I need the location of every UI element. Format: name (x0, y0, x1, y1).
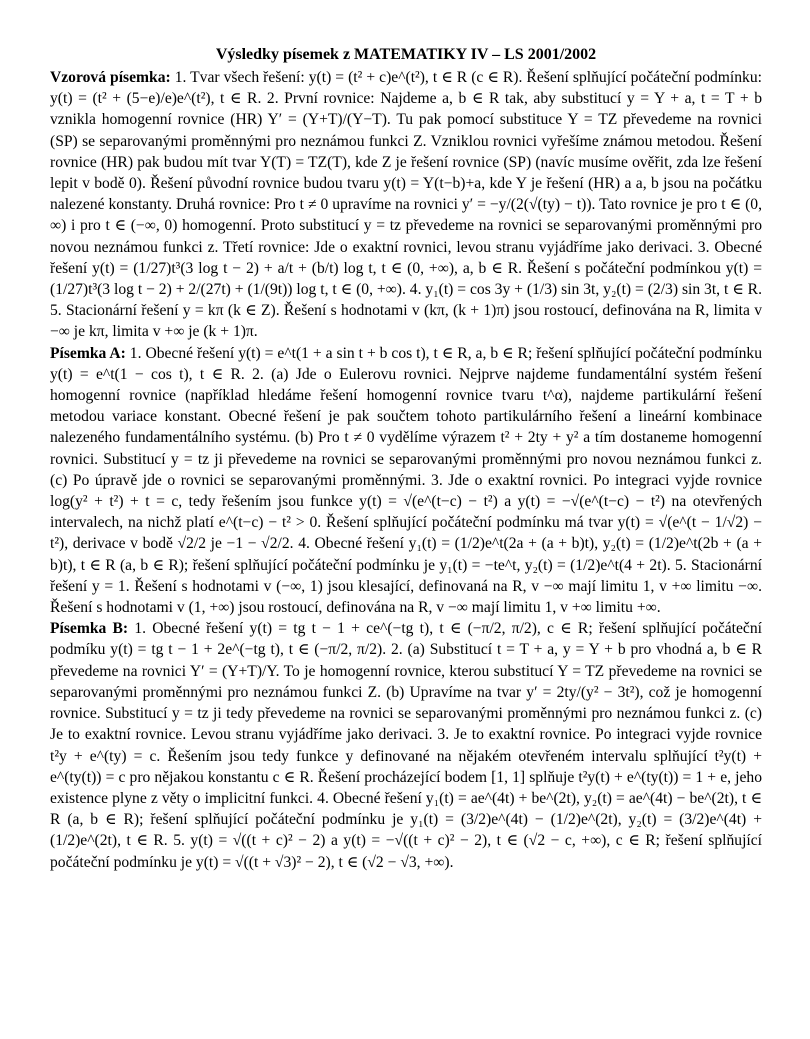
section-vzorova (50, 67, 762, 343)
section-pisemka-a (50, 343, 762, 619)
document-page (50, 44, 762, 873)
section-body: 1. Obecné řešení y(t) = e^t(1 + a sin t + b cos t), t ∈ R, a, b ∈ R; řešení splňující počáteční podmínku y(t) = e^t(1 − cos t), t ∈ R. 2. (a) Jde o Eulerovu rovnici. Nejprve najdeme fundamentální systém řešení homogenní rovnice (například hledáme řešení homogenní rovnice tvaru t^α), najdeme partikulární řešení metodou variace konstant. Obecné řešení je pak součtem tohoto partikulárního řešení a lineární kombinace nalezeného fundamentálního systému. (b) Pro t ≠ 0 vydělíme výrazem t² + 2ty + y² a tím dostaneme homogenní rovnici. Substitucí y = tz ji převedeme na rovnici se separovanými proměnnými pro novou neznámou funkci z. (c) Po úpravě jde o rovnici se separovanými proměnnými. 3. Jde o exaktní rovnici. Po integraci vyjde rovnice log(y² + t²) + t = c, tedy řešením jsou funkce y(t) = √(e^(t−c) − t²) a y(t) = −√(e^(t−c) − t²) na otevřených intervalech, na nichž platí e^(t−c) − t² > 0. Řešení splňující počáteční podmínku má tvar y(t) = √(e^(t − 1/√2) − t²), derivace v bodě √2/2 je −1 − √2/2. 4. Obecné řešení y₁(t) = (1/2)e^t(2a + (a + b)t), y₂(t) = (1/2)e^t(2b + (a + b)t), t ∈ R (a, b ∈ R); řešení splňující počáteční podmínku je y₁(t) = −te^t, y₂(t) = (1/2)e^t(4 + 2t). 5. Stacionární řešení y = 1. Řešení s hodnotami v (−∞, 1) jsou klesající, definovaná na R, v −∞ mají limitu 1, v +∞ limitu −∞. Řešení s hodnotami v (1, +∞) jsou rostoucí, definována na R, v −∞ mají limitu 1, v +∞ limitu +∞. (50, 344, 762, 617)
section-pisemka-b (50, 618, 762, 872)
section-body: 1. Tvar všech řešení: y(t) = (t² + c)e^(t²), t ∈ R (c ∈ R). Řešení splňující počáteční podmínku: y(t) = (t² + (5−e)/e)e^(t²), t ∈ R. 2. První rovnice: Najdeme a, b ∈ R tak, aby substitucí y = Y + a, t = T + b vznikla homogenní rovnice (HR) Y′ = (Y+T)/(Y−T). Tu pak pomocí substituce Y = TZ převedeme na rovnici (SP) se separovanými proměnnými pro neznámou funkci Z. Vzniklou rovnici vyřešíme známou metodou. Řešení rovnice (HR) pak budou mít tvar Y(T) = TZ(T), kde Z je řešení rovnice (SP) (navíc musíme ověřit, zda lze řešení lepit v bodě 0). Řešení původní rovnice budou tvaru y(t) = Y(t−b)+a, kde Y je řešení (HR) a a, b jsou na počátku nalezené konstanty. Druhá rovnice: Pro t ≠ 0 upravíme na rovnici y′ = −y/(2(√(ty) − t)). Tato rovnice je pro t ∈ (0, ∞) i pro t ∈ (−∞, 0) homogenní. Proto substitucí y = tz převedeme na rovnici se separovanými proměnnými pro novou neznámou funkci z. Třetí rovnice: Jde o exaktní rovnici, levou stranu vyjádříme jako derivaci. 3. Obecné řešení y(t) = (1/27)t³(3 log t − 2) + a/t + (b/t) log t, t ∈ (0, +∞), a, b ∈ R. Řešení s počáteční podmínkou y(t) = (1/27)t³(3 log t − 2) + 2/(27t) + (1/(9t)) log t, t ∈ (0, +∞). 4. y₁(t) = cos 3y + (1/3) sin 3t, y₂(t) = (2/3) sin 3t, t ∈ R. 5. Stacionární řešení y = kπ (k ∈ Z). Řešení s hodnotami v (kπ, (k + 1)π) jsou rostoucí, definována na R, limita v −∞ je kπ, limita v +∞ je (k + 1)π. (50, 69, 762, 341)
page-title: Výsledky písemek z MATEMATIKY IV – LS 2001/2002 (215, 46, 597, 63)
section-label: Písemka A: (50, 344, 126, 362)
section-body: 1. Obecné řešení y(t) = tg t − 1 + ce^(−tg t), t ∈ (−π/2, π/2), c ∈ R; řešení splňující počáteční podmíku y(t) = tg t − 1 + 2e^(−tg t), t ∈ (−π/2, π/2). 2. (a) Substitucí t = T + a, y = Y + b pro vhodná a, b ∈ R převedeme na rovnici Y′ = (Y+T)/Y. To je homogenní rovnice, kterou substitucí Y = TZ převedeme na rovnici se separovanými proměnnými pro neznámou funkci Z. (b) Upravíme na tvar y′ = 2ty/(y² − 3t²), což je homogenní rovnice. Substitucí y = tz ji tedy převedeme na rovnici se separovanými proměnnými pro neznámou funkci z. (c) Je to exaktní rovnice. Levou stranu vyjádříme jako derivaci. 3. Je to exaktní rovnice. Po integraci vyjde rovnice t²y + e^(ty) = c. Řešením jsou tedy funkce y definované na nějakém otevřeném intervalu splňující t²y(t) + e^(ty(t)) = c pro nějakou konstantu c ∈ R. Řešení procházející bodem [1, 1] splňuje t²y(t) + e^(ty(t)) = 1 + e, jeho existence plyne z věty o implicitní funkci. 4. Obecné řešení y₁(t) = ae^(4t) + be^(2t), y₂(t) = ae^(4t) − be^(2t), t ∈ R (a, b ∈ R); řešení splňující počáteční podmínku je y₁(t) = (3/2)e^(4t) − (1/2)e^(2t), y₂(t) = (3/2)e^(4t) + (1/2)e^(2t), t ∈ R. 5. y(t) = √((t + c)² − 2) a y(t) = −√((t + c)² − 2), t ∈ (√2 − c, +∞), c ∈ R; řešení splňující počáteční podmínku je y(t) = √((t + √3)² − 2), t ∈ (√2 − √3, +∞). (50, 620, 762, 871)
section-label: Vzorová písemka: (50, 69, 171, 86)
section-label: Písemka B: (50, 620, 129, 638)
